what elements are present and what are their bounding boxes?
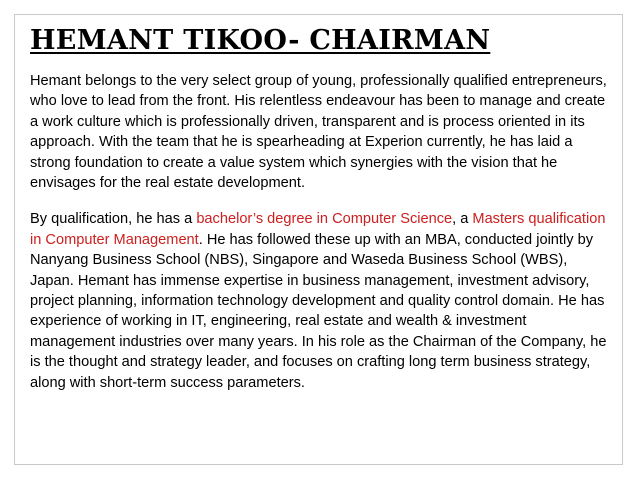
qualification-text-1: By qualification, he has a xyxy=(30,211,197,228)
highlight-masters-qualification: Masters qualification in Computer Management xyxy=(30,211,606,248)
paragraph-intro: Hemant belongs to the very select group of young, professionally qualified entrepreneurs, who love to lead from the front. His relentless endeavour has been to manage and create a work culture which is professionally driven, transparent and is process oriented in its approach. With the team that he is spearheading at Experion currently, he has laid a strong foundation to create a value system which synergies with the vision that he envisages for the real estate development. xyxy=(30,73,607,192)
slide-body xyxy=(30,71,610,393)
highlight-bachelors-degree: bachelor’s degree in Computer Science xyxy=(196,211,453,228)
slide-title: HEMANT TIKOO- CHAIRMAN xyxy=(30,25,491,56)
qualification-text-3: . He has followed these up with an MBA, conducted jointly by Nanyang Business School (NBS), Singapore and Waseda Business School (WBS), Japan. Hemant has immense expertise in business management, investment advisory, project planning, information technology development and quality control domain. He has experience of working in IT, engineering, real estate and wealth & investment management industries over many years. In his role as the Chairman of the Company, he is the thought and strategy leader, and focuses on crafting long term business strategy, along with short-term success parameters. xyxy=(30,231,607,391)
qualification-text-2: , a xyxy=(452,211,473,228)
paragraph-qualification xyxy=(30,209,610,393)
